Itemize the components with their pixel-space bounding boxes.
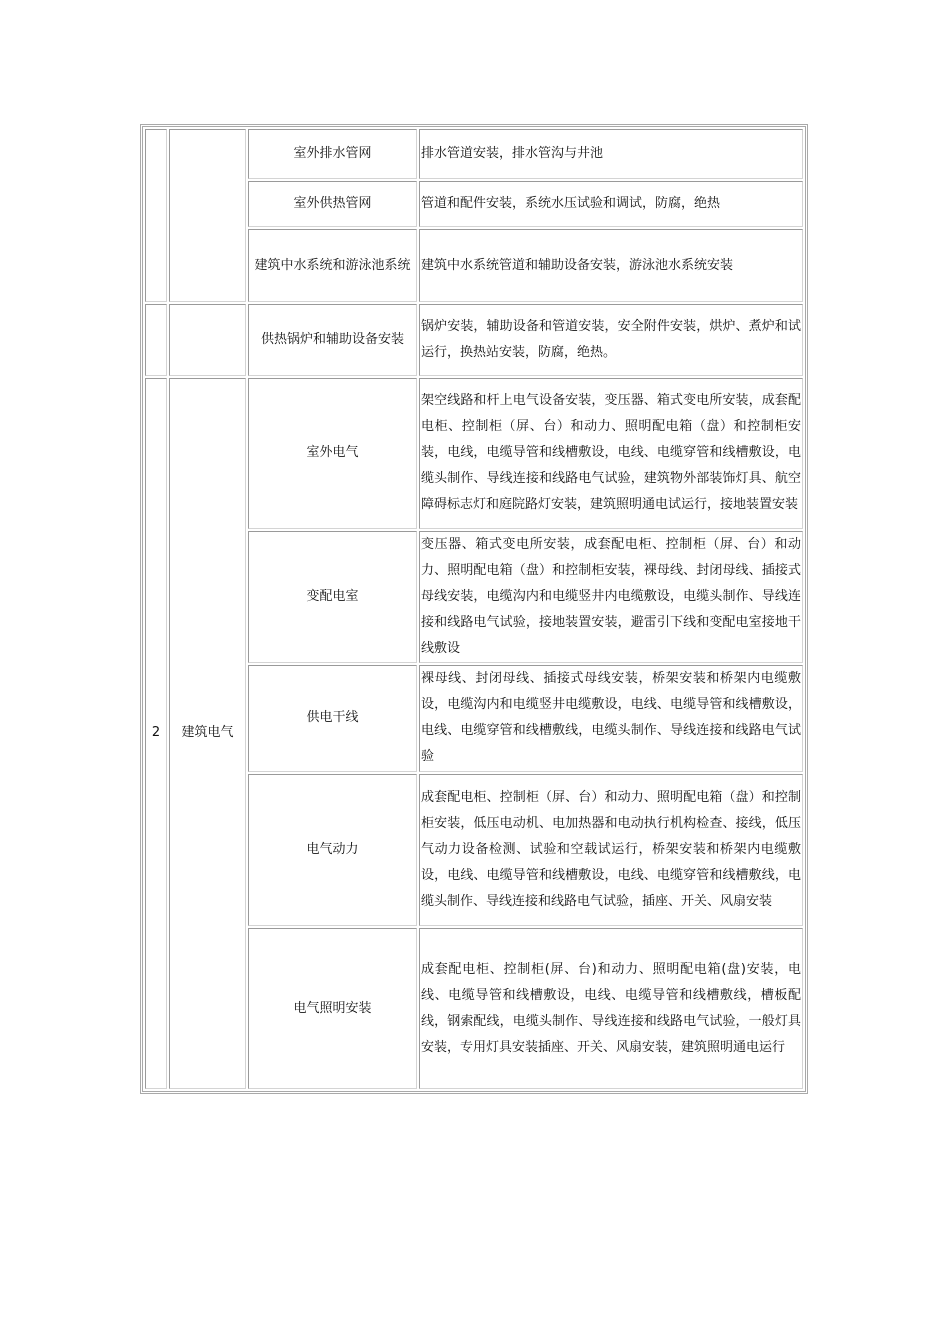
content-cell: 成套配电柜、控制柜（屏、台）和动力、照明配电箱（盘）和控制柜安装，低压电动机、电加热器和电动执行机构检查、接线，低压气动力设备检测、试验和空载试运行，桥架安装和桥架内电缆敷设，电线、电缆导管和线槽敷设，电线、电缆穿管和线槽敷线，电缆头制作、导线连接和线路电气试验，插座、开关、风扇安装	[419, 774, 803, 927]
content-cell: 建筑中水系统管道和辅助设备安装，游泳池水系统安装	[419, 229, 803, 301]
subitem-cell: 室外电气	[248, 378, 417, 529]
row-index-cell	[145, 304, 167, 376]
table-row	[145, 129, 803, 179]
table-row	[145, 378, 803, 529]
category-cell: 建筑电气	[169, 378, 246, 1089]
row-index-cell	[145, 129, 167, 302]
content-cell: 裸母线、封闭母线、插接式母线安装，桥架安装和桥架内电缆敷设，电缆沟内和电缆竖井电缆敷设，电线、电缆导管和线槽敷设，电线、电缆穿管和线槽敷线，电缆头制作、导线连接和线路电气试验	[419, 665, 803, 771]
subitem-cell: 变配电室	[248, 531, 417, 664]
category-cell	[169, 304, 246, 376]
table-row	[145, 304, 803, 376]
subitem-cell: 室外排水管网	[248, 129, 417, 179]
category-cell	[169, 129, 246, 302]
content-cell: 架空线路和杆上电气设备安装，变压器、箱式变电所安装，成套配电柜、控制柜（屏、台）和动力、照明配电箱（盘）和控制柜安装，电线，电缆导管和线槽敷设，电线、电缆穿管和线槽敷设，电缆头制作、导线连接和线路电气试验，建筑物外部装饰灯具、航空障碍标志灯和庭院路灯安装，建筑照明通电试运行，接地装置安装	[419, 378, 803, 529]
content-cell: 管道和配件安装，系统水压试验和调试，防腐，绝热	[419, 181, 803, 227]
subitem-cell: 电气照明安装	[248, 928, 417, 1089]
row-index-cell: 2	[145, 378, 167, 1089]
subitem-cell: 供热锅炉和辅助设备安装	[248, 304, 417, 376]
subitem-cell: 建筑中水系统和游泳池系统	[248, 229, 417, 301]
construction-division-table	[140, 124, 808, 1094]
content-cell: 排水管道安装，排水管沟与井池	[419, 129, 803, 179]
content-cell: 锅炉安装，辅助设备和管道安装，安全附件安装，烘炉、煮炉和试运行，换热站安装，防腐，绝热。	[419, 304, 803, 376]
subitem-cell: 电气动力	[248, 774, 417, 927]
subitem-cell: 室外供热管网	[248, 181, 417, 227]
table	[143, 127, 805, 1091]
content-cell: 成套配电柜、控制柜(屏、台)和动力、照明配电箱(盘)安装，电线、电缆导管和线槽敷设，电线、电缆导管和线槽敷线，槽板配线，钢索配线，电缆头制作、导线连接和线路电气试验，一般灯具安装，专用灯具安装插座、开关、风扇安装，建筑照明通电运行	[419, 928, 803, 1089]
content-cell: 变压器、箱式变电所安装，成套配电柜、控制柜（屏、台）和动力、照明配电箱（盘）和控制柜安装，裸母线、封闭母线、插接式母线安装，电缆沟内和电缆竖井内电缆敷设，电缆头制作、导线连接和线路电气试验，接地装置安装，避雷引下线和变配电室接地干线敷设	[419, 531, 803, 664]
subitem-cell: 供电干线	[248, 665, 417, 771]
